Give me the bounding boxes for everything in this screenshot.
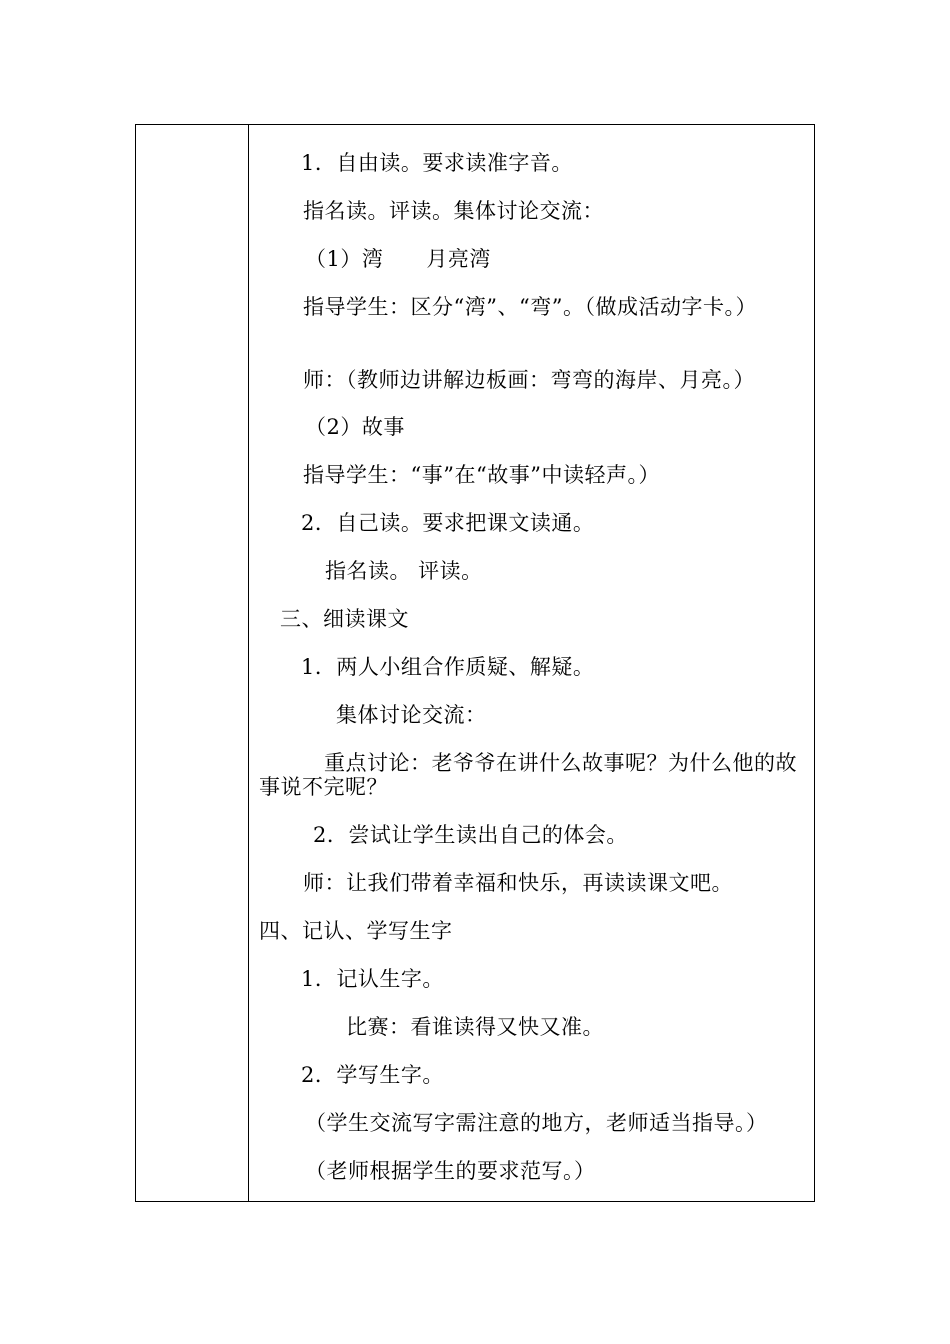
group-discussion: 集体讨论交流：: [336, 703, 487, 727]
section-four-heading: 四、记认、学写生字: [259, 919, 453, 943]
named-reading-comment: 指名读。 评读。: [325, 559, 483, 583]
lesson-table: [135, 124, 815, 1202]
guide-distinguish-wan: 指导学生：区分“湾”、“弯”。（做成活动字卡。）: [303, 295, 757, 319]
student-exchange-note: （学生交流写字需注意的地方，老师适当指导。）: [305, 1111, 768, 1135]
left-column-cell: [136, 125, 249, 1201]
content-cell: [249, 125, 814, 1201]
item-story: （2）故事: [305, 415, 405, 439]
item-wan-bay: （1）湾 月亮湾: [305, 247, 491, 271]
step-pair-questioning: 1．两人小组合作质疑、解疑。: [301, 655, 595, 679]
step-free-reading: 1．自由读。要求读准字音。: [301, 151, 573, 175]
key-discussion: 重点讨论：老爷爷在讲什么故事呢？为什么他的故事说不完呢？: [259, 751, 797, 799]
teacher-board-drawing: 师：（教师边讲解边板画：弯弯的海岸、月亮。）: [303, 368, 755, 392]
competition: 比赛：看谁读得又快又准。: [346, 1015, 604, 1039]
step-read-feelings: 2．尝试让学生读出自己的体会。: [313, 823, 628, 847]
guide-light-tone: 指导学生：“事”在“故事”中读轻声。）: [303, 463, 660, 487]
named-reading-discussion: 指名读。评读。集体讨论交流：: [303, 199, 604, 223]
step-self-reading: 2．自己读。要求把课文读通。: [301, 511, 595, 535]
teacher-demo-note: （老师根据学生的要求范写。）: [305, 1159, 596, 1183]
step-write-characters: 2．学写生字。: [301, 1063, 444, 1087]
teacher-reread: 师：让我们带着幸福和快乐，再读读课文吧。: [303, 871, 733, 895]
step-recognize-characters: 1．记认生字。: [301, 967, 444, 991]
section-three-heading: 三、细读课文: [280, 607, 409, 631]
